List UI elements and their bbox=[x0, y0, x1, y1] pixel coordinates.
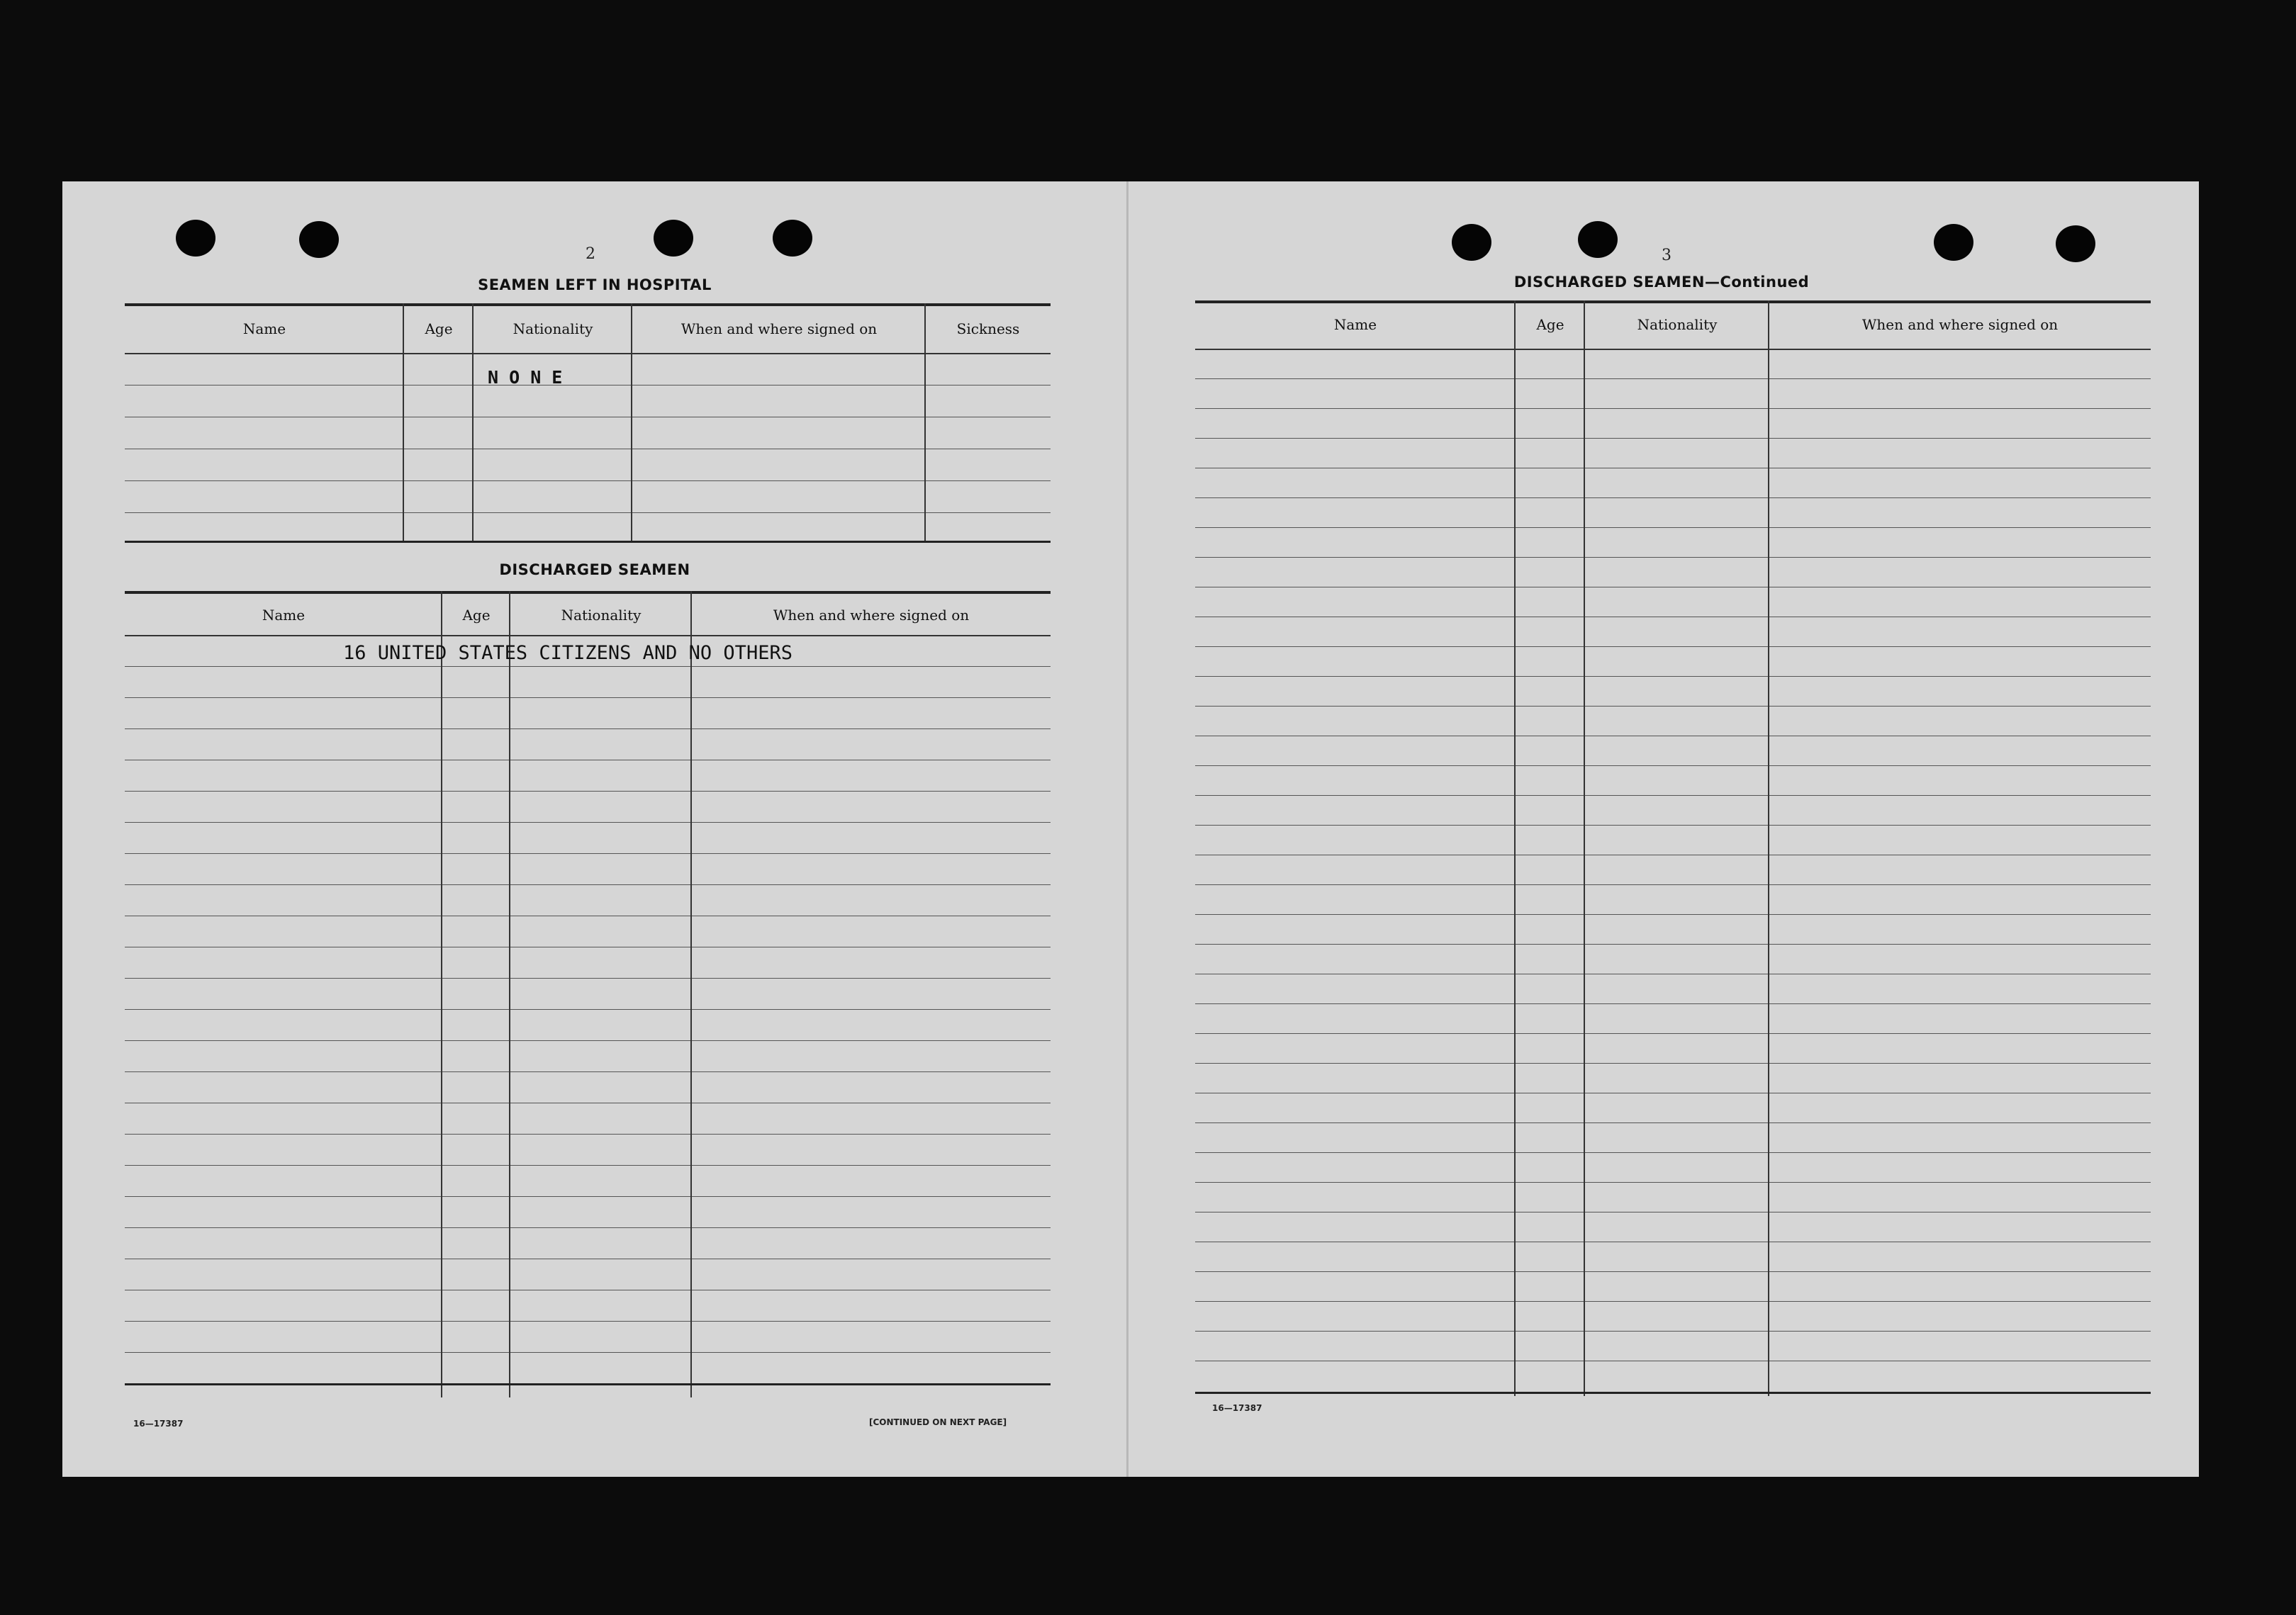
col-header-age: Age bbox=[425, 320, 453, 337]
discharged-entry: 16 UNITED STATES CITIZENS AND NO OTHERS bbox=[343, 642, 793, 664]
col-header-name: Name bbox=[1333, 316, 1377, 333]
punch-hole bbox=[1934, 224, 1973, 261]
hospital-table bbox=[125, 303, 1051, 544]
punch-hole bbox=[176, 220, 215, 257]
col-header-name: Name bbox=[262, 607, 306, 624]
col-header-signed-on: When and where signed on bbox=[681, 320, 878, 337]
discharged-table-left bbox=[125, 591, 1051, 1399]
col-header-nationality: Nationality bbox=[561, 607, 642, 624]
discharged-table-right bbox=[1195, 300, 2151, 1397]
punch-hole bbox=[654, 220, 693, 257]
discharged-continued-title-suffix: —Continued bbox=[1704, 274, 1810, 291]
col-header-age: Age bbox=[1536, 316, 1564, 333]
col-header-name: Name bbox=[242, 320, 286, 337]
discharged-continued-title bbox=[1129, 274, 2195, 291]
page-number-left: 2 bbox=[586, 245, 595, 263]
discharged-title: DISCHARGED SEAMEN bbox=[499, 561, 690, 578]
punch-hole bbox=[1452, 224, 1491, 261]
punch-hole bbox=[773, 220, 812, 257]
col-header-age: Age bbox=[462, 607, 491, 624]
hospital-title: SEAMEN LEFT IN HOSPITAL bbox=[478, 276, 712, 293]
punch-hole bbox=[1578, 221, 1618, 258]
page-number-right: 3 bbox=[1662, 247, 1671, 264]
manifest-sheet bbox=[62, 181, 2199, 1477]
discharged-continued-title-main: DISCHARGED SEAMEN bbox=[1513, 274, 1705, 291]
col-header-nationality: Nationality bbox=[1637, 316, 1718, 333]
hospital-entry: N O N E bbox=[488, 367, 563, 388]
col-header-signed-on: When and where signed on bbox=[773, 607, 970, 624]
continued-note: [CONTINUED ON NEXT PAGE] bbox=[869, 1417, 1007, 1427]
form-number-right: 16—17387 bbox=[1212, 1403, 1262, 1413]
col-header-sickness: Sickness bbox=[956, 320, 1020, 337]
punch-hole bbox=[2056, 225, 2095, 262]
form-number-left: 16—17387 bbox=[133, 1419, 184, 1429]
punch-hole bbox=[299, 221, 339, 258]
col-header-signed-on: When and where signed on bbox=[1861, 316, 2059, 333]
col-header-nationality: Nationality bbox=[513, 320, 593, 337]
